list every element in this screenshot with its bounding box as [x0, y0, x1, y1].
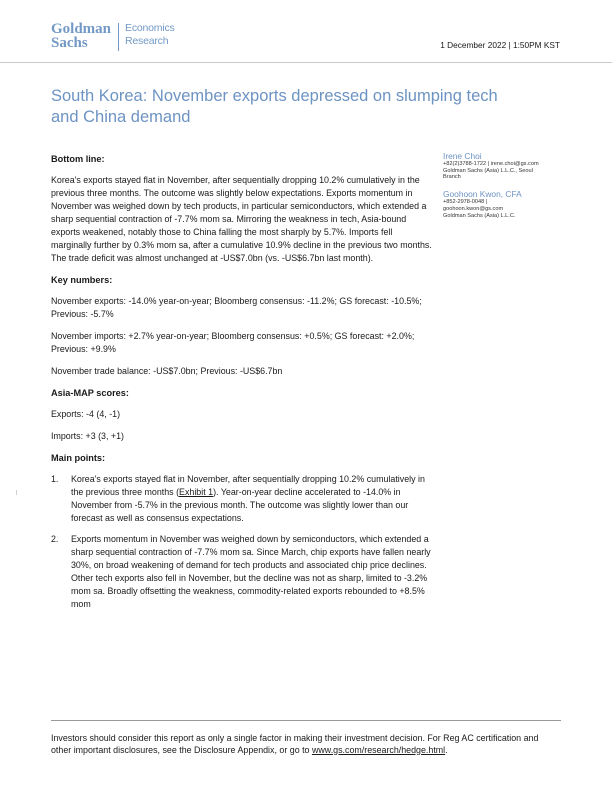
brand-name	[51, 22, 111, 50]
author-block	[443, 189, 573, 219]
author-affiliation: Goldman Sachs (Asia) L.L.C., Seoul	[443, 167, 533, 174]
main-point-text: Korea's exports stayed flat in November, after sequentially dropping 10.2% cumulatively in the previous three months (	[71, 474, 425, 497]
key-number-trade-balance: November trade balance: -US$7.0bn; Previous: -US$6.7bn	[51, 366, 283, 376]
research-unit	[125, 22, 175, 47]
dateline: 1 December 2022 | 1:50PM KST	[440, 40, 560, 50]
main-point-text: Exports momentum in November was weighed down by semiconductors, which extended a sharp sequential contraction of -7.7% mom sa. Since March, chip exports have fallen nearly 30%, on broad weakening of demand for tech products and associated chip price declines. Other tech exports also fell in November, but the decline was not as sharp, limited to -3.2% mom sa. Broadly offsetting the weakness, commodity-related exports rebounded to +8.5% mom	[71, 534, 431, 609]
author-sidebar	[443, 151, 573, 227]
report-body	[51, 153, 434, 619]
bottom-line-heading: Bottom line:	[51, 154, 105, 164]
disclosure-end: .	[445, 744, 448, 755]
disclosure-text: Investors should consider this report as only a single factor in making their investment decision. For Reg AC certification and other important disclosures, see the Disclosure Appendix, or go to	[51, 733, 539, 755]
footer-divider	[51, 720, 561, 721]
key-number-exports: November exports: -14.0% year-on-year; Bloomberg consensus: -11.2%; GS forecast: -10.5%; Previous: -5.7%	[51, 296, 422, 319]
margin-mark	[16, 490, 17, 495]
goldman-sachs-logo	[51, 22, 175, 51]
author-block	[443, 151, 573, 181]
exhibit-1-link[interactable]: Exhibit 1	[179, 487, 214, 497]
report-title: South Korea: November exports depressed on slumping tech and China demand	[51, 87, 498, 126]
author-affiliation: Goldman Sachs (Asia) L.L.C.	[443, 212, 516, 219]
brand-line-1: Goldman	[51, 21, 112, 37]
disclosure-footer	[51, 733, 556, 756]
main-points-list	[51, 473, 434, 611]
key-numbers-heading: Key numbers:	[51, 275, 113, 285]
disclosure-link[interactable]: www.gs.com/research/hedge.html	[311, 744, 446, 755]
author-name[interactable]: Goohoon Kwon, CFA	[443, 189, 522, 200]
author-name[interactable]: Irene Choi	[443, 151, 482, 161]
header-divider	[0, 62, 612, 63]
brand-line-2: Sachs	[51, 35, 88, 51]
key-number-imports: November imports: +2.7% year-on-year; Bloomberg consensus: +0.5%; GS forecast: +2.0%; Previous: +9.9%	[51, 331, 415, 354]
list-number: 1.	[51, 474, 59, 484]
main-points-heading: Main points:	[51, 453, 106, 463]
asia-map-exports: Exports: -4 (4, -1)	[51, 409, 121, 419]
logo-divider	[118, 23, 119, 51]
list-number: 2.	[51, 534, 59, 544]
main-point-item	[51, 533, 434, 611]
unit-line-1: Economics	[125, 22, 175, 34]
author-affiliation-cont: Branch	[443, 174, 461, 181]
unit-line-2: Research	[125, 34, 169, 47]
author-contact: +852-2978-0048 |	[443, 199, 488, 206]
author-contact: +82(2)3788-1722 | irene.choi@gs.com	[443, 161, 539, 167]
main-point-text-cont: ). Year-on-year decline accelerated to -14.0% in November from -5.7% in the previous month. The outcome was slightly lower than our forecast as well as consensus expectations.	[71, 487, 409, 523]
author-email: goohoon.kwon@gs.com	[443, 205, 504, 212]
bottom-line-text: Korea's exports stayed flat in November, after sequentially dropping 10.2% cumulatively in the previous three months. The outcome was slightly below expectations. Exports momentum in November was weighed down by tech products, in particular semiconductors, which extended a sharp sequential contraction of -7.7% mom sa. Mirroring the weakness in tech, Asia-bound exports weakened, notably those to China falling the most sharply by 5.7%. Imports fell marginally further by 0.3% mom sa, after a cumulative 10.9% decline in the previous two months. The trade deficit was almost unchanged at -US$7.0bn (vs. -US$6.7bn last month).	[51, 175, 432, 263]
asia-map-heading: Asia-MAP scores:	[51, 388, 129, 398]
main-point-item	[51, 473, 434, 525]
asia-map-imports: Imports: +3 (3, +1)	[51, 431, 125, 441]
